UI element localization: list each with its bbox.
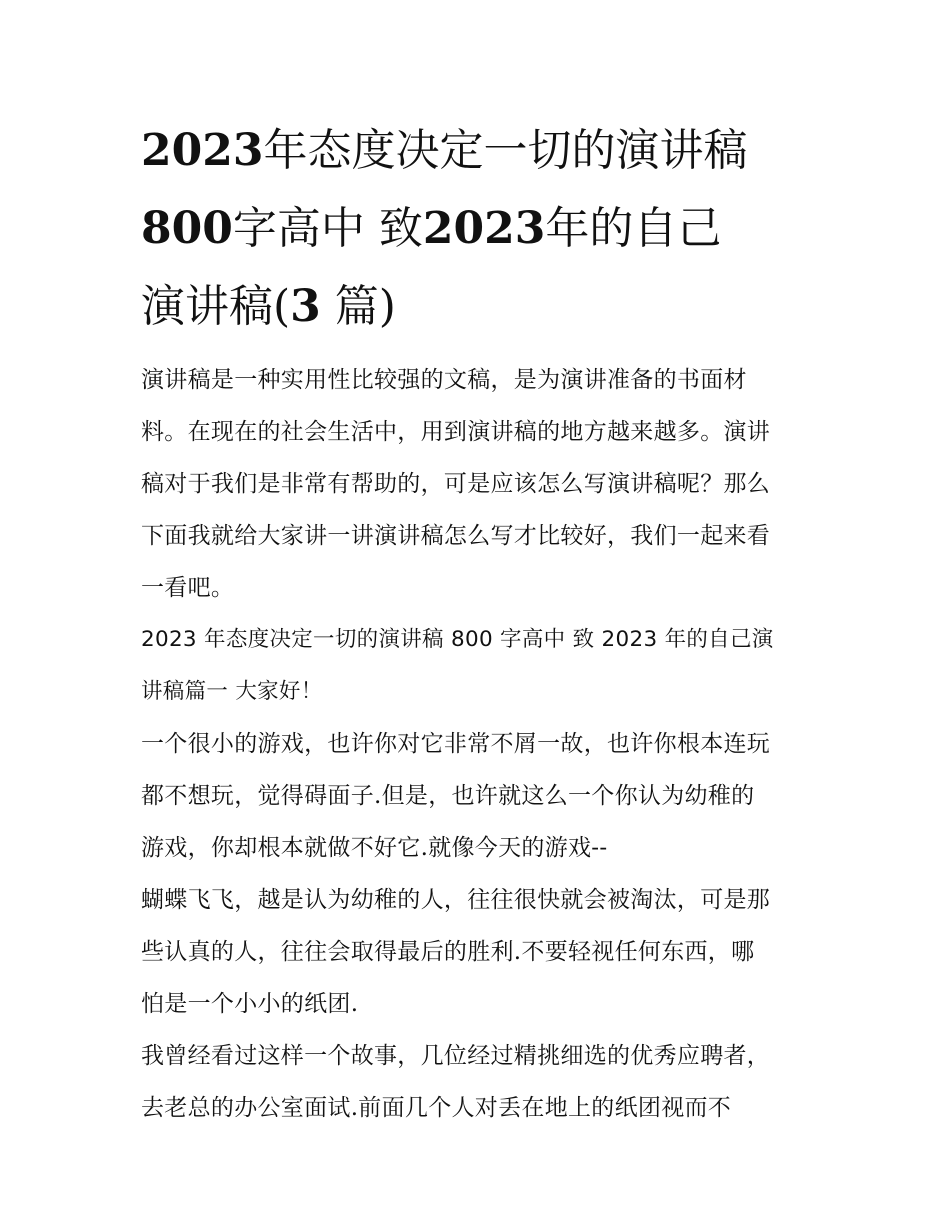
title-text: 演讲稿(	[141, 281, 291, 332]
text-line: 游戏，你却根本就做不好它.就像今天的游戏--	[141, 835, 608, 861]
document-title	[141, 112, 816, 346]
document-page	[141, 112, 816, 1134]
intro-paragraph	[141, 354, 816, 614]
body-paragraph	[141, 1030, 816, 1134]
title-year: 2023	[141, 125, 264, 176]
text-line: 一看吧。	[141, 575, 235, 601]
text-line: 我曾经看过这样一个故事，几位经过精挑细选的优秀应聘者，	[141, 1043, 771, 1069]
text-line: 蝴蝶飞飞，越是认为幼稚的人，往往很快就会被淘汰，可是那	[141, 887, 771, 913]
text-line: 2023 年态度决定一切的演讲稿 800 字高中 致 2023 年的自己演	[141, 627, 774, 652]
text-line: 些认真的人，往往会取得最后的胜利.不要轻视任何东西，哪	[141, 939, 755, 965]
body-paragraph	[141, 718, 816, 874]
title-line	[141, 268, 816, 346]
text-line: 讲稿篇一 大家好！	[141, 679, 323, 704]
title-line	[141, 112, 816, 190]
text-line: 去老总的办公室面试.前面几个人对丢在地上的纸团视而不	[141, 1095, 732, 1121]
text-line: 演讲稿是一种实用性比较强的文稿，是为演讲准备的书面材	[141, 367, 747, 393]
text-line: 都不想玩，觉得碍面子.但是，也许就这么一个你认为幼稚的	[141, 783, 755, 809]
title-text: 字高中 致	[232, 203, 423, 254]
text-line: 料。在现在的社会生活中，用到演讲稿的地方越来越多。演讲	[141, 419, 771, 445]
title-number: 3	[290, 281, 321, 332]
title-text: 年的自己	[545, 203, 722, 254]
text-line: 怕是一个小小的纸团.	[141, 991, 359, 1017]
title-text: 年态度决定一切的演讲稿	[263, 125, 748, 176]
body-paragraph	[141, 874, 816, 1030]
title-year: 2023	[422, 203, 546, 254]
title-line	[141, 190, 816, 268]
text-line: 稿对于我们是非常有帮助的，可是应该怎么写演讲稿呢？那么	[141, 471, 771, 497]
section-heading-paragraph	[141, 614, 816, 718]
title-text: 篇)	[320, 281, 396, 332]
text-line: 一个很小的游戏，也许你对它非常不屑一故，也许你根本连玩	[141, 731, 771, 757]
title-number: 800	[141, 203, 233, 254]
text-line: 下面我就给大家讲一讲演讲稿怎么写才比较好，我们一起来看	[141, 523, 771, 549]
